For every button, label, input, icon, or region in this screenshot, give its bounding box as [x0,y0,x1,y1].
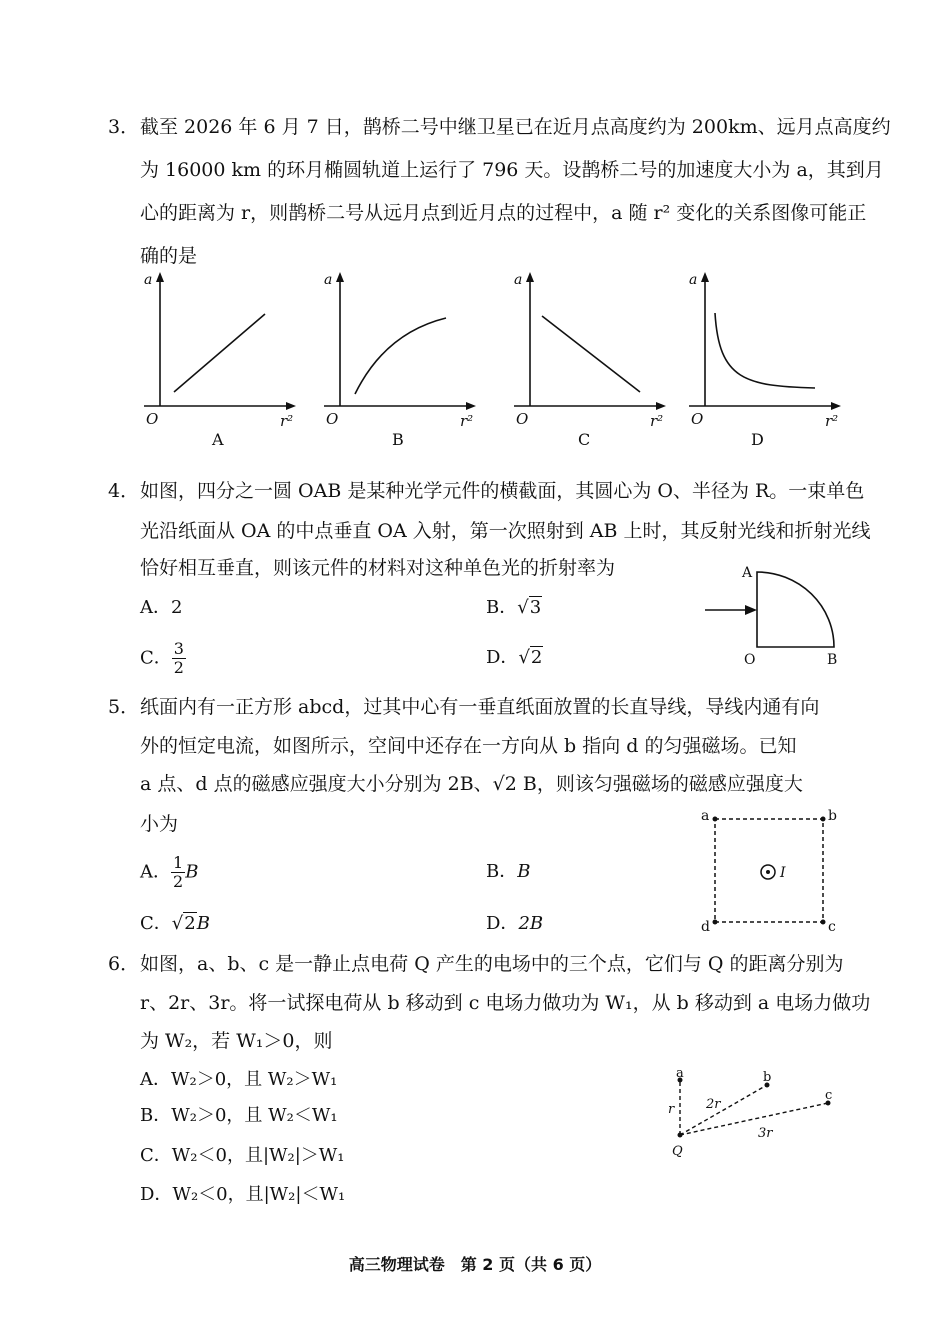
q4-line-2: 光沿纸面从 OA 的中点垂直 OA 入射，第一次照射到 AB 上时，其反射光线和折射光线 [140,520,871,542]
graph-c [500,268,680,453]
q4-option-c[interactable] [140,640,186,677]
q4-option-b-radicand: 3 [529,597,542,618]
graph-a-label: A [212,430,224,449]
q6-option-b[interactable] [140,1104,338,1128]
graph-c-x-label: r² [650,412,664,430]
q5-option-c-sqrt: √2 [171,913,196,934]
q4-option-b[interactable] [486,596,542,620]
q5-option-d-value: 2B [518,913,544,934]
page-footer: 高三物理试卷 第 2 页（共 6 页） [348,1255,602,1274]
q5-option-a-denominator: 2 [173,872,184,891]
q6-option-c-label: C． [140,1145,172,1166]
q5-line-4: 小为 [140,813,179,835]
q4-option-d[interactable] [486,646,543,670]
q4-point-o: O [744,652,756,668]
q5-option-b-label: B． [486,861,518,882]
q4-option-b-sqrt: √3 [517,597,542,618]
q5-point-a: a [701,808,710,824]
q4-option-c-numerator: 3 [173,639,184,658]
q4-option-a[interactable] [140,596,182,620]
q5-option-b[interactable] [486,860,530,884]
q6-charge-figure [660,1065,845,1165]
q3-line-2: 为 16000 km 的环月椭圆轨道上运行了 796 天。设鹊桥二号的加速度大小为 a，其到月 [140,159,884,181]
q6-distance-r: r [668,1102,675,1117]
q5-line-2: 外的恒定电流，如图所示，空间中还存在一方向从 b 指向 d 的匀强磁场。已知 [140,735,797,757]
graph-a-origin: O [146,410,159,428]
graph-b-y-label: a [324,272,333,288]
graph-a-y-label: a [144,272,153,288]
q6-option-c[interactable] [140,1144,345,1168]
q6-option-b-label: B． [140,1105,172,1126]
q5-square-figure [700,805,845,935]
q5-option-a-unit: B [185,861,199,883]
graph-d-label: D [751,430,764,449]
q6-line-3: 为 W₂，若 W₁＞0，则 [140,1030,333,1052]
q4-option-d-label: D． [486,647,519,668]
q6-point-b: b [763,1070,772,1085]
q4-option-d-radicand: 2 [530,647,543,668]
q5-option-c-label: C． [140,913,172,934]
q4-line-3: 恰好相互垂直，则该元件的材料对这种单色光的折射率为 [140,557,616,579]
q6-line-1: 如图，a、b、c 是一静止点电荷 Q 产生的电场中的三个点，它们与 Q 的距离分别为 [140,953,844,975]
q5-option-c-unit: B [196,913,210,934]
q5-option-c[interactable] [140,912,210,936]
q5-current-label: I [780,865,786,881]
q5-option-d[interactable] [486,912,543,936]
graph-d-x-label: r² [825,412,839,430]
q4-option-a-label: A． [140,597,171,618]
q4-point-b: B [827,652,838,668]
q6-point-c: c [825,1088,833,1103]
q6-option-d-label: D． [140,1184,173,1205]
q5-line-1: 纸面内有一正方形 abcd，过其中心有一垂直纸面放置的长直导线，导线内通有向 [140,696,820,718]
q4-option-b-label: B． [486,597,518,618]
q4-option-c-label: C． [140,647,172,669]
q5-point-c: c [828,919,836,935]
q6-distance-2r: 2r [706,1097,721,1112]
q3-number: 3． [108,116,140,138]
graph-c-label: C [578,430,591,449]
graph-b-label: B [392,430,404,449]
q6-point-a: a [676,1066,684,1081]
graph-b-x-label: r² [460,412,474,430]
q3-line-4: 确的是 [140,245,198,267]
q6-option-a-label: A． [140,1069,171,1090]
q5-point-d: d [701,919,710,935]
graph-d-origin: O [691,410,704,428]
q5-option-a-fraction [171,854,185,891]
q5-option-a[interactable] [140,854,198,891]
graph-d-y-label: a [689,272,698,288]
q6-option-d[interactable] [140,1183,345,1207]
q6-number: 6． [108,953,140,975]
q6-charge-q: Q [672,1144,683,1159]
graph-a [130,268,310,453]
graph-a-x-label: r² [280,412,294,430]
q3-line-3: 心的距离为 r，则鹊桥二号从远月点到近月点的过程中，a 随 r² 变化的关系图像可能正 [140,202,867,224]
q6-option-c-text: W₂＜0，且|W₂|＞W₁ [171,1145,345,1166]
q6-option-a[interactable] [140,1068,337,1092]
q6-option-a-text: W₂＞0，且 W₂＞W₁ [171,1069,338,1090]
q4-option-c-denominator: 2 [173,658,184,677]
q6-distance-3r: 3r [758,1126,773,1141]
q4-option-a-value: 2 [171,597,183,618]
q4-number: 4． [108,480,140,502]
q5-option-a-label: A． [140,861,171,883]
graph-d [675,268,855,453]
q5-option-b-value: B [517,861,531,882]
q5-point-b: b [828,808,837,824]
q3-line-1: 截至 2026 年 6 月 7 日，鹊桥二号中继卫星已在近月点高度约为 200km、远月点高度约 [140,116,891,138]
q4-quarter-circle-figure [700,560,850,670]
q6-option-b-text: W₂＞0，且 W₂＜W₁ [171,1105,338,1126]
graph-c-y-label: a [514,272,523,288]
q5-option-c-radicand: 2 [184,913,196,934]
q4-option-c-fraction [172,640,186,677]
q5-number: 5． [108,696,140,718]
q4-option-d-sqrt: √2 [518,647,543,668]
q6-line-2: r、2r、3r。将一试探电荷从 b 移动到 c 电场力做功为 W₁，从 b 移动到 a 电场力做功 [140,992,871,1014]
q4-line-1: 如图，四分之一圆 OAB 是某种光学元件的横截面，其圆心为 O、半径为 R。一束单色 [140,480,865,502]
q5-option-a-numerator: 1 [173,853,184,872]
q5-line-3: a 点、d 点的磁感应强度大小分别为 2B、√2 B，则该匀强磁场的磁感应强度大 [140,773,803,795]
graph-b [310,268,490,453]
graph-b-origin: O [326,410,339,428]
graph-c-origin: O [516,410,529,428]
q4-point-a: A [742,565,753,581]
q6-option-d-text: W₂＜0，且|W₂|＜W₁ [172,1184,346,1205]
q5-option-d-label: D． [486,913,519,934]
